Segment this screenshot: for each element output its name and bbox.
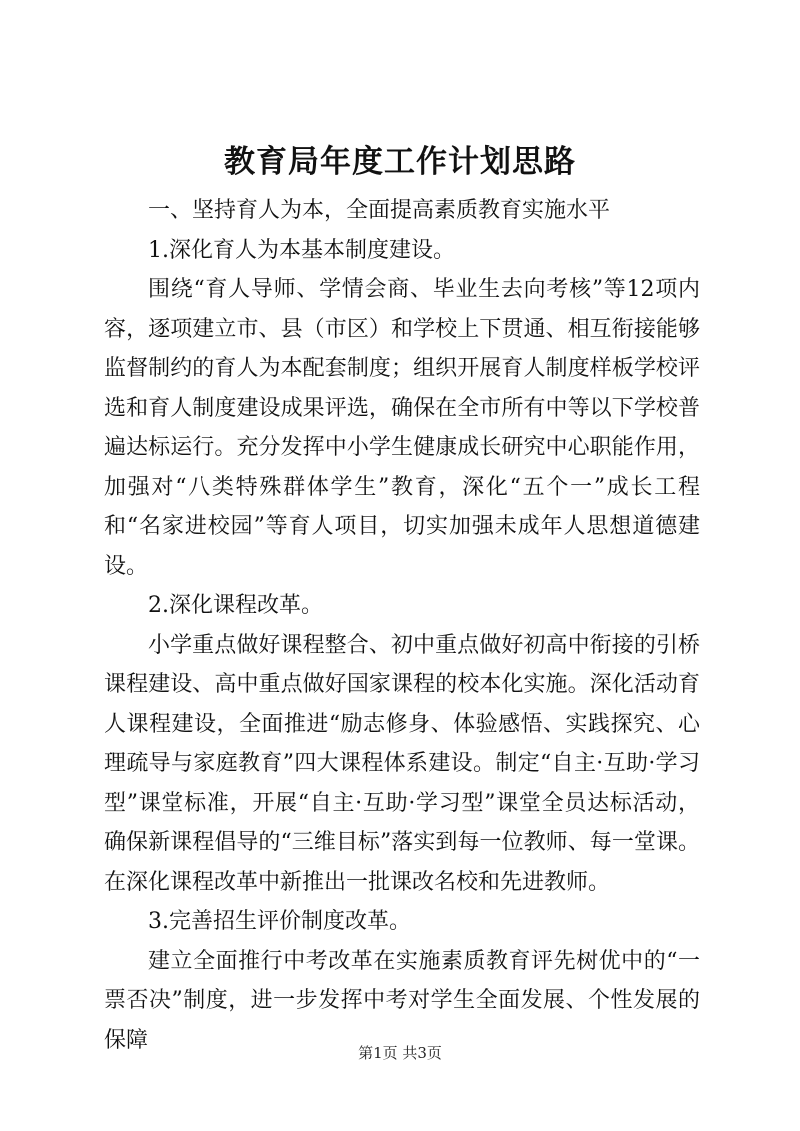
subsection-heading-2: 2.深化课程改革。	[148, 593, 323, 618]
document-title: 教育局年度工作计划思路	[224, 144, 576, 180]
section-heading-1: 一、坚持育人为本，全面提高素质教育实施水平	[148, 198, 611, 223]
page-number-footer: 第1页 共3页	[358, 1044, 442, 1062]
body-paragraph-2: 小学重点做好课程整合、初中重点做好初高中衔接的引桥课程建设、高中重点做好国家课程的校本化实施。深化活动育人课程建设，全面推进“励志修身、体验感悟、实践探究、心理疏导与家庭教育”四大课程体系建设。制定“自主·互助·学习型”课堂标准，开展“自主·互助·学习型”课堂全员达标活动，确保新课程倡导的“三维目标”落实到每一位教师、每一堂课。在深化课程改革中新推出一批课改名校和先进教师。	[104, 632, 700, 895]
subsection-heading-3: 3.完善招生评价制度改革。	[148, 909, 411, 934]
body-paragraph-1: 围绕“育人导师、学情会商、毕业生去向考核”等12项内容，逐项建立市、县（市区）和学校上下贯通、相互衔接能够监督制约的育人为本配套制度；组织开展育人制度样板学校评选和育人制度建设成果评选，确保在全市所有中等以下学校普遍达标运行。充分发挥中小学生健康成长研究中心职能作用，加强对“八类特殊群体学生”教育，深化“五个一”成长工程和“名家进校园”等育人项目，切实加强未成年人思想道德建设。	[104, 277, 700, 579]
body-paragraph-3: 建立全面推行中考改革在实施素质教育评先树优中的“一票否决”制度，进一步发挥中考对学生全面发展、个性发展的保障	[104, 948, 700, 1053]
subsection-heading-1: 1.深化育人为本基本制度建设。	[148, 237, 455, 263]
document-body	[104, 191, 700, 1060]
